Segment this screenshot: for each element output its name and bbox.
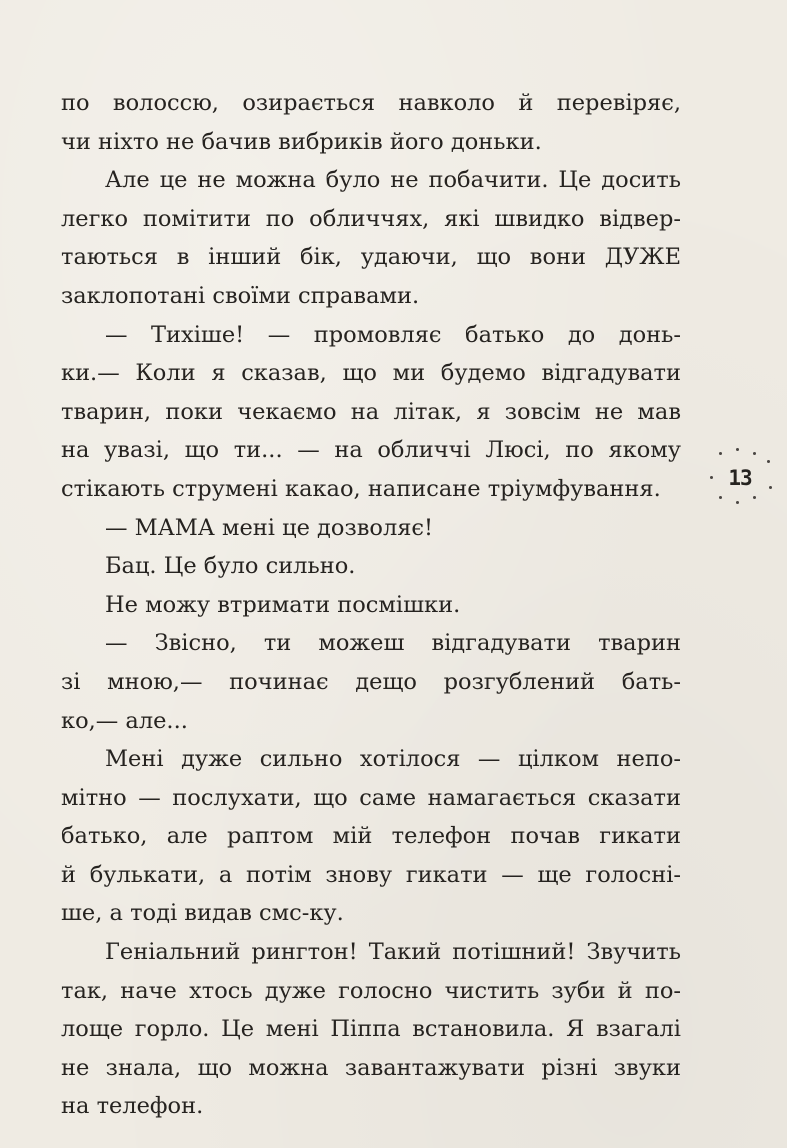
text-line: й булькати, а потім знову гикати — ще голосні- [61,861,681,888]
text-line: тварин, поки чекаємо на літак, я зовсім не мав [61,398,681,425]
text-line: ки.— Коли я сказав, що ми будемо відгадувати [61,360,681,387]
text-line: легко помітити по обличчях, які швидко відвер- [61,205,681,232]
text-line: мітно — послухати, що саме намагається сказати [61,784,681,811]
text-line: ше, а тоді видав смс-ку. [61,900,344,927]
text-line: зі мною,— починає дещо розгублений бать- [61,668,681,695]
text-line: чи ніхто не бачив вибриків його доньки. [61,128,542,155]
text-line: по волоссю, озирається навколо й перевіряє, [61,90,681,116]
text-line: стікають струмені какао, написане тріумфування. [61,475,661,502]
text-line: — Тихіше! — промовляє батько до донь- [105,321,681,348]
page-number-marker [705,448,775,508]
text-line: на телефон. [61,1093,204,1120]
text-line: на увазі, що ти... — на обличчі Люсі, по якому [61,437,681,464]
text-line: заклопотані своїми справами. [61,282,420,309]
text-line: Не можу втримати посмішки. [105,591,461,618]
text-line: Мені дуже сильно хотілося — цілком непо- [105,746,681,773]
text-line: Але це не можна було не побачити. Це досить [105,167,681,194]
text-line: — Звісно, ти можеш відгадувати тварин [105,630,681,657]
text-line: Геніальний рингтон! Такий потішний! Звучить [105,939,681,966]
text-line: — МАМА мені це дозволяє! [105,514,434,541]
body-text [61,84,681,1126]
page-number: 13 [728,466,752,490]
text-line: не знала, що можна завантажувати різні звуки [61,1054,681,1081]
text-line: так, наче хтось дуже голосно чистить зуби й по- [61,977,681,1004]
text-line: лоще горло. Це мені Піппа встановила. Я взагалі [61,1016,681,1043]
text-line: ко,— але... [61,707,188,734]
text-line: батько, але раптом мій телефон почав гикати [61,823,681,850]
text-line: таються в інший бік, удаючи, що вони ДУЖЕ [61,244,681,271]
text-line: Бац. Це було сильно. [105,553,356,580]
